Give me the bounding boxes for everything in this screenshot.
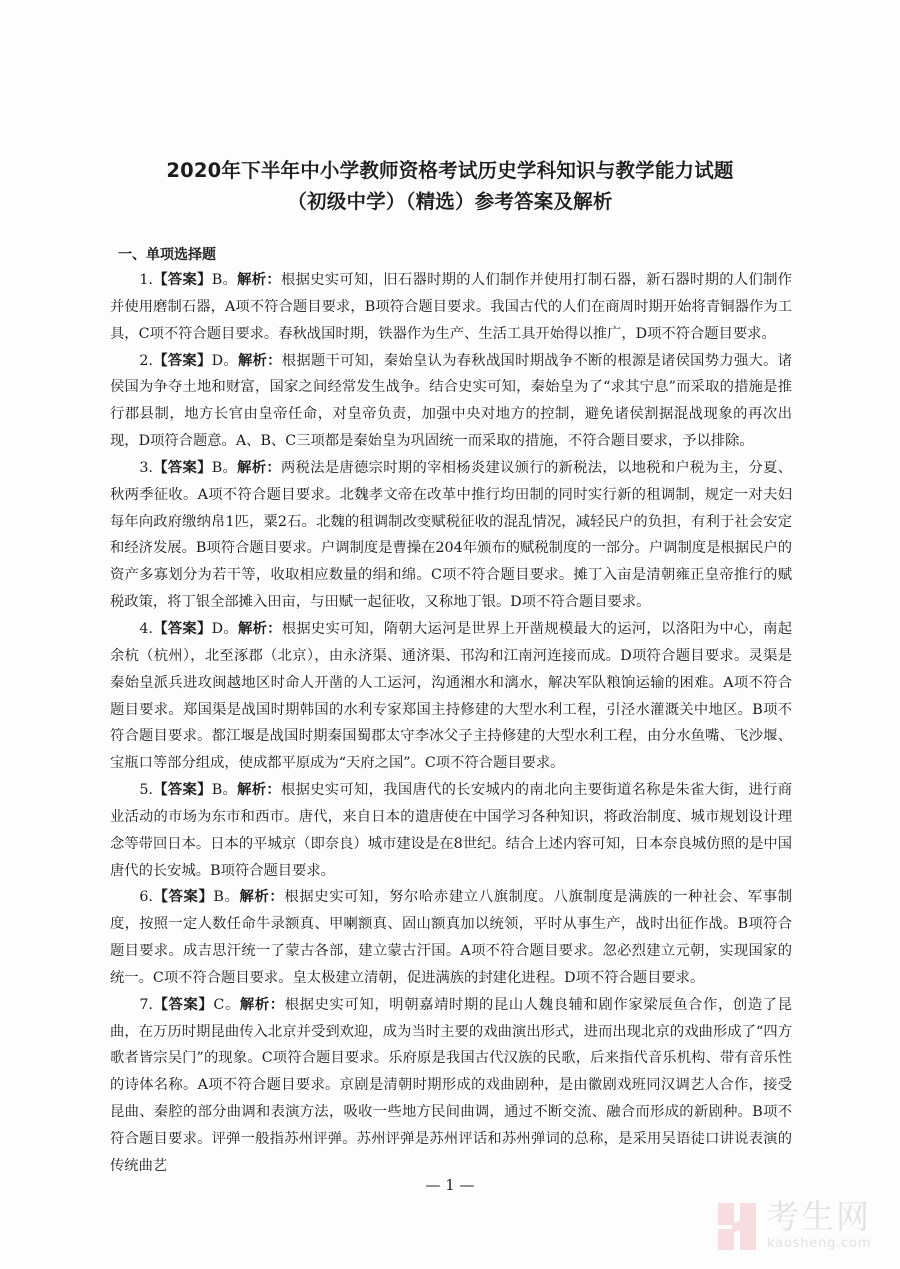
answer-value: B。 — [211, 272, 238, 288]
page-number: — 1 — — [425, 1176, 475, 1194]
analysis-text: 根据史实可知，明朝嘉靖时期的昆山人魏良辅和剧作家梁辰鱼合作，创造了昆曲，在万历时期昆曲传入北京并受到欢迎，成为当时主要的戏曲演出形式，进而出现北京的戏曲形成了“四方歌者皆宗吴门”的现象。C项符合题目要求。乐府原是我国古代汉族的民歌，后来指代音乐机构、带有音乐性的诗体名称。A项不符合题目要求。京剧是清朝时期形成的戏曲剧种，是由徽剧戏班同汉调艺人合作，接受昆曲、秦腔的部分曲调和表演方法，吸收一些地方民间曲调，通过不断交流、融合而形成的新剧种。B项不符合题目要求。评弹一般指苏州评弹。苏州评弹是苏州评话和苏州弹词的总称，是采用吴语徒口讲说表演的传统曲艺 — [110, 996, 793, 1174]
question-number: 1. — [139, 272, 153, 288]
analysis-text: 根据史实可知，我国唐代的长安城内的南北向主要街道名称是朱雀大街，进行商业活动的市场为东市和西市。唐代，来自日本的遣唐使在中国学习各种知识，将政治制度、城市规划设计理念等带回日本。日本的平城京（即奈良）城市建设是在8世纪。结合上述内容可知，日本奈良城仿照的是中国唐代的长安城。B项符合题目要求。 — [110, 782, 792, 879]
answer-value: D。 — [211, 352, 238, 369]
analysis-label: 解析： — [237, 459, 281, 476]
section-heading: 一、单项选择题 — [118, 247, 216, 263]
analysis-label: 解析： — [237, 620, 282, 637]
title-line-1: 2020年下半年中小学教师资格考试历史学科知识与教学能力试题 — [166, 159, 734, 182]
answer-value: C。 — [213, 996, 240, 1013]
analysis-text: 根据史实可知，努尔哈赤建立八旗制度。八旗制度是满族的一种社会、军事制度，按照一定人数任命牛录额真、甲喇额真、固山额真加以统领，平时从事生产，战时出征作战。B项符合题目要求。成吉思汗统一了蒙古各部，建立蒙古汗国。A项不符合题目要求。忽必烈建立元朝，实现国家的统一。C项不符合题目要求。皇太极建立清朝，促进满族的封建化进程。D项不符合题目要求。 — [110, 889, 793, 986]
watermark-domain: kaosheng.com — [767, 1236, 872, 1251]
question-number: 6. — [139, 889, 153, 906]
analysis-label: 解析： — [237, 352, 282, 369]
document-body — [110, 243, 792, 1180]
answer-label: 【答案】 — [152, 996, 214, 1013]
analysis-label: 解析： — [239, 889, 285, 906]
watermark-chinese: 考生网 — [766, 1197, 871, 1236]
analysis-text: 根据史实可知，旧石器时期的人们制作并使用打制石器，新石器时期的人们制作并使用磨制石器，A项不符合题目要求，B项符合题目要求。我国古代的人们在商周时期开始将青铜器作为工具，C项不符合题目要求。春秋战国时期，铁器作为生产、生活工具开始得以推广，D项不符合题目要求。 — [110, 272, 792, 342]
analysis-label: 解析： — [239, 996, 285, 1013]
question-number: 5. — [139, 782, 153, 799]
answer-value: B。 — [211, 459, 238, 476]
answer-value: B。 — [213, 889, 240, 906]
analysis-text: 两税法是唐德宗时期的宰相杨炎建议颁行的新税法，以地税和户税为主，分夏、秋两季征收。A项不符合题目要求。北魏孝文帝在改革中推行均田制的同时实行新的租调制，规定一对夫妇每年向政府缴纳帛1匹，粟2石。北魏的租调制改变赋税征收的混乱情况，减轻民户的负担，有利于社会安定和经济发展。B项符合题目要求。户调制度是曹操在204年颁布的赋税制度的一部分。户调制度是根据民户的资产多寡划分为若干等，收取相应数量的绢和绵。C项不符合题目要求。摊丁入亩是清朝雍正皇帝推行的赋税政策，将丁银全部摊入田亩，与田赋一起征收，又称地丁银。D项不符合题目要求。 — [110, 459, 792, 611]
answer-label: 【答案】 — [152, 889, 214, 906]
answer-label: 【答案】 — [152, 620, 212, 637]
question-number: 2. — [139, 352, 153, 369]
answer-label: 【答案】 — [152, 272, 212, 288]
analysis-text: 根据史实可知，隋朝大运河是世界上开凿规模最大的运河，以洛阳为中心，南起余杭（杭州），北至涿郡（北京），由永济渠、通济渠、邗沟和江南河连接而成。D项符合题目要求。灵渠是秦始皇派兵进攻闽越地区时命人开凿的人工运河，沟通湘水和漓水，解决军队粮饷运输的困难。A项不符合题目要求。郑国渠是战国时期韩国的水利专家郑国主持修建的大型水利工程，引泾水灌溉关中地区。B项不符合题目要求。都江堰是战国时期秦国蜀郡太守李冰父子主持修建的大型水利工程，由分水鱼嘴、飞沙堰、宝瓶口等部分组成，使成都平原成为“天府之国”。C项不符合题目要求。 — [110, 620, 793, 772]
analysis-text: 根据题干可知，秦始皇认为春秋战国时期战争不断的根源是诸侯国势力强大。诸侯国为争夺土地和财富，国家之间经常发生战争。结合史实可知，秦始皇为了“求其宁息”而采取的措施是推行郡县制，地方长官由皇帝任命，对皇帝负责，加强中央对地方的控制，避免诸侯割据混战现象的再次出现，D项符合题意。A、B、C三项都是秦始皇为巩固统一而采取的措施，不符合题目要求，予以排除。 — [110, 352, 793, 450]
watermark — [718, 1197, 898, 1253]
answer-value: B。 — [211, 782, 238, 799]
answer-value: D。 — [211, 620, 238, 637]
document-title — [100, 155, 800, 217]
answer-label: 【答案】 — [152, 459, 212, 476]
question-number: 4. — [139, 620, 153, 637]
question-item — [110, 884, 792, 991]
question-item — [110, 267, 792, 348]
kaosheng-logo-icon — [718, 1203, 758, 1250]
analysis-label: 解析： — [237, 272, 281, 288]
question-item — [110, 616, 792, 777]
title-line-2: （初级中学）（精选）参考答案及解析 — [287, 190, 613, 213]
question-item — [110, 992, 792, 1180]
answer-label: 【答案】 — [152, 352, 212, 369]
question-item — [110, 455, 792, 616]
question-item — [110, 348, 792, 455]
question-number: 3. — [139, 459, 153, 476]
question-number: 7. — [139, 996, 153, 1013]
question-item — [110, 777, 792, 884]
answer-label: 【答案】 — [152, 782, 212, 799]
analysis-label: 解析： — [237, 782, 281, 799]
